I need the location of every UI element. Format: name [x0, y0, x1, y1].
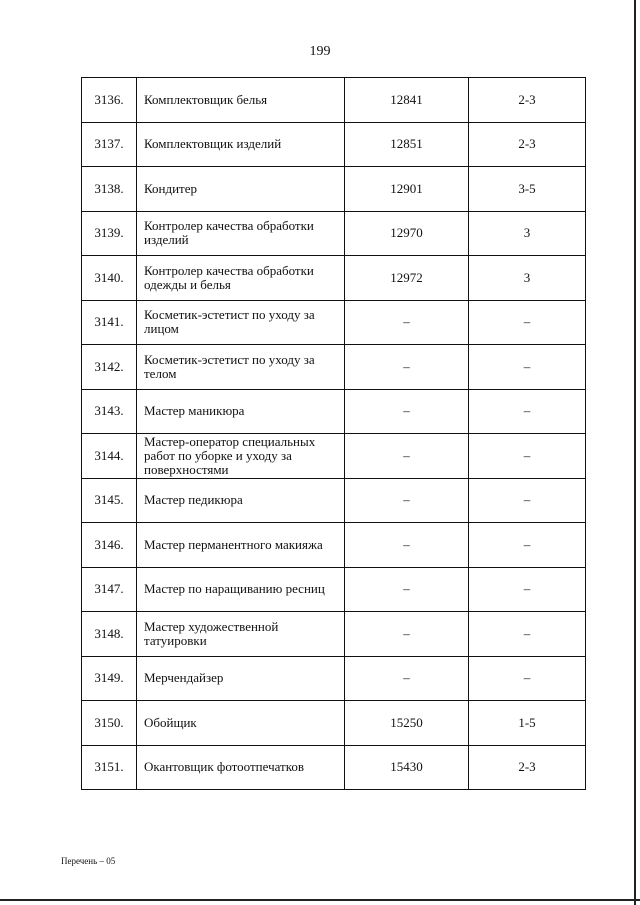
grade-range-cell: –: [469, 567, 586, 612]
table-row: [82, 211, 586, 256]
profession-name-cell: Кондитер: [137, 167, 345, 212]
profession-name-cell: Мастер педикюра: [137, 478, 345, 523]
profession-name-cell: Комплектовщик белья: [137, 78, 345, 123]
row-number-cell: 3136.: [82, 78, 137, 123]
profession-code-cell: –: [345, 389, 469, 434]
profession-name-cell: Косметик-эстетист по уходу за телом: [137, 345, 345, 390]
grade-range-cell: 1-5: [469, 701, 586, 746]
profession-code-cell: –: [345, 656, 469, 701]
profession-code-cell: 15250: [345, 701, 469, 746]
grade-range-cell: 3-5: [469, 167, 586, 212]
profession-code-cell: 15430: [345, 745, 469, 790]
profession-code-cell: 12901: [345, 167, 469, 212]
profession-code-cell: 12841: [345, 78, 469, 123]
row-number-cell: 3145.: [82, 478, 137, 523]
table-row: [82, 567, 586, 612]
profession-name-cell: Мерчендайзер: [137, 656, 345, 701]
profession-code-cell: 12972: [345, 256, 469, 301]
row-number-cell: 3147.: [82, 567, 137, 612]
profession-code-cell: 12970: [345, 211, 469, 256]
profession-name-cell: Обойщик: [137, 701, 345, 746]
profession-name-cell: Мастер-оператор специальных работ по уборке и уходу за поверхностями: [137, 434, 345, 479]
scan-frame-right-edge: [634, 0, 636, 905]
table-row: [82, 167, 586, 212]
row-number-cell: 3139.: [82, 211, 137, 256]
table-row: [82, 523, 586, 568]
profession-code-cell: –: [345, 345, 469, 390]
scan-frame-bottom-edge: [0, 899, 640, 901]
grade-range-cell: 3: [469, 211, 586, 256]
table-row: [82, 478, 586, 523]
row-number-cell: 3137.: [82, 122, 137, 167]
profession-name-cell: Мастер по наращиванию ресниц: [137, 567, 345, 612]
grade-range-cell: –: [469, 478, 586, 523]
grade-range-cell: 3: [469, 256, 586, 301]
profession-name-cell: Мастер художественной татуировки: [137, 612, 345, 657]
grade-range-cell: –: [469, 389, 586, 434]
row-number-cell: 3138.: [82, 167, 137, 212]
row-number-cell: 3142.: [82, 345, 137, 390]
table-row: [82, 300, 586, 345]
row-number-cell: 3143.: [82, 389, 137, 434]
profession-code-cell: –: [345, 478, 469, 523]
table-row: [82, 78, 586, 123]
grade-range-cell: –: [469, 434, 586, 479]
profession-name-cell: Контролер качества обработки изделий: [137, 211, 345, 256]
table-row: [82, 701, 586, 746]
row-number-cell: 3141.: [82, 300, 137, 345]
row-number-cell: 3140.: [82, 256, 137, 301]
table-row: [82, 434, 586, 479]
row-number-cell: 3146.: [82, 523, 137, 568]
profession-code-cell: –: [345, 523, 469, 568]
row-number-cell: 3150.: [82, 701, 137, 746]
grade-range-cell: –: [469, 345, 586, 390]
profession-name-cell: Окантовщик фотоотпечатков: [137, 745, 345, 790]
grade-range-cell: –: [469, 523, 586, 568]
grade-range-cell: 2-3: [469, 78, 586, 123]
grade-range-cell: 2-3: [469, 745, 586, 790]
profession-code-cell: –: [345, 434, 469, 479]
table-row: [82, 656, 586, 701]
table-body: [82, 78, 586, 790]
grade-range-cell: –: [469, 612, 586, 657]
professions-table: [81, 77, 586, 790]
row-number-cell: 3149.: [82, 656, 137, 701]
row-number-cell: 3148.: [82, 612, 137, 657]
profession-name-cell: Комплектовщик изделий: [137, 122, 345, 167]
grade-range-cell: 2-3: [469, 122, 586, 167]
row-number-cell: 3144.: [82, 434, 137, 479]
table-row: [82, 256, 586, 301]
page-number: 199: [309, 44, 331, 59]
profession-name-cell: Контролер качества обработки одежды и белья: [137, 256, 345, 301]
grade-range-cell: –: [469, 300, 586, 345]
profession-name-cell: Косметик-эстетист по уходу за лицом: [137, 300, 345, 345]
profession-code-cell: –: [345, 300, 469, 345]
profession-code-cell: –: [345, 612, 469, 657]
profession-code-cell: 12851: [345, 122, 469, 167]
profession-code-cell: –: [345, 567, 469, 612]
footer-note: Перечень – 05: [61, 856, 116, 866]
table-row: [82, 122, 586, 167]
table-row: [82, 612, 586, 657]
profession-name-cell: Мастер перманентного макияжа: [137, 523, 345, 568]
grade-range-cell: –: [469, 656, 586, 701]
table-row: [82, 745, 586, 790]
profession-name-cell: Мастер маникюра: [137, 389, 345, 434]
row-number-cell: 3151.: [82, 745, 137, 790]
table-row: [82, 389, 586, 434]
table-row: [82, 345, 586, 390]
